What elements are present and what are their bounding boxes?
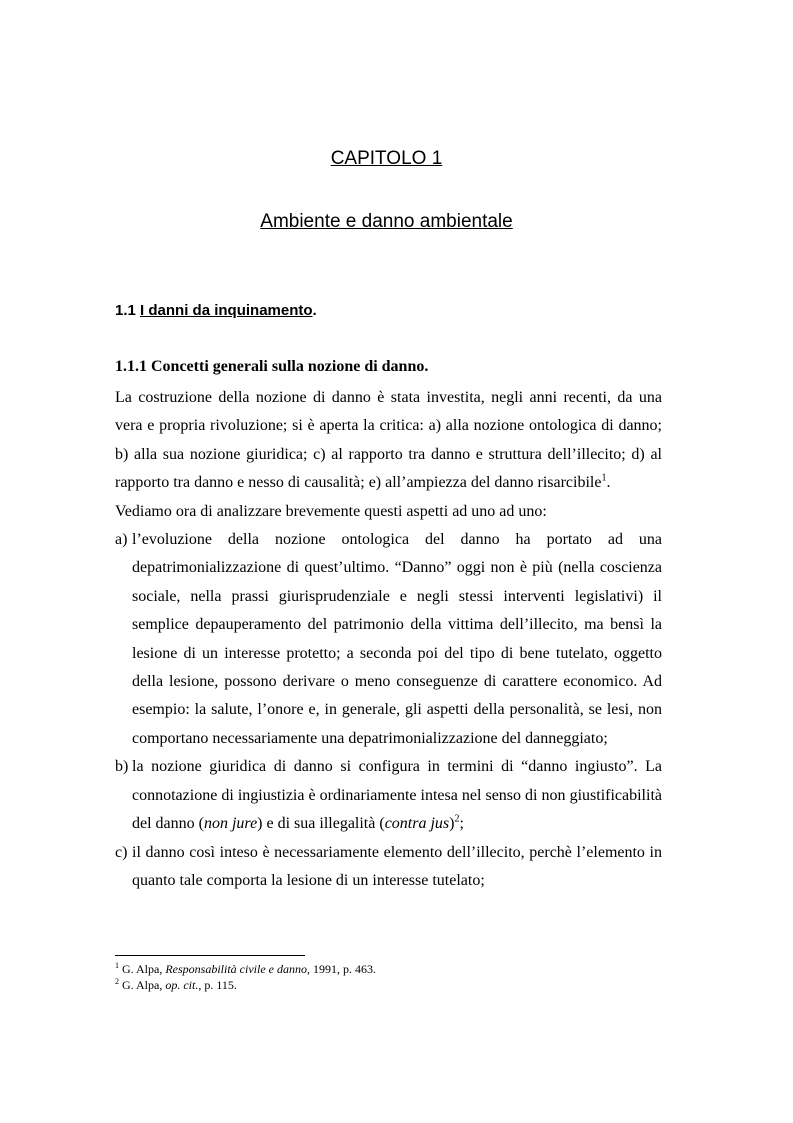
body-text xyxy=(115,384,662,895)
paragraph-intro xyxy=(115,384,662,498)
list-text-b-emphasis1: non jure xyxy=(203,815,258,833)
list-label-a: a) xyxy=(115,531,128,549)
footnote-2-title: op. cit. xyxy=(165,978,199,992)
list-item-a xyxy=(115,526,662,753)
list-label-c: c) xyxy=(115,843,128,861)
list-text-b-emphasis2: contra jus xyxy=(384,815,450,833)
footnote-2-details: , p. 115. xyxy=(198,978,237,992)
footnote-1-title: Responsabilità civile e danno xyxy=(165,962,307,976)
footnote-ref-2: 2 xyxy=(454,813,460,825)
list-text-b-part1: la nozione giuridica di danno si configura in termini di “danno ingiusto”. La connotazione di ingiustizia è ordinariamente intesa nel senso di non giustificabilità del danno ( xyxy=(132,758,662,833)
paragraph-lead: Vediamo ora di analizzare brevemente questi aspetti ad uno ad uno: xyxy=(115,502,547,520)
footnote-1-details: , 1991, p. 463. xyxy=(306,962,376,976)
section-title: I danni da inquinamento xyxy=(140,302,313,319)
footnote-number-2: 2 xyxy=(115,977,119,986)
chapter-label: CAPITOLO 1 xyxy=(330,148,443,169)
chapter-title: Ambiente e danno ambientale xyxy=(260,211,513,232)
section-trail: . xyxy=(312,302,317,319)
section-heading xyxy=(115,302,317,319)
list-text-b-part3: ) xyxy=(449,815,455,833)
footnotes xyxy=(115,961,376,993)
list-text-b-end: ; xyxy=(459,815,464,833)
list-text-b-part2: ) e di sua illegalità ( xyxy=(257,815,385,833)
footnote-1-author: G. Alpa, xyxy=(119,962,166,976)
paragraph-intro-end: . xyxy=(606,474,611,492)
footnote-2 xyxy=(115,977,376,993)
list-item-b xyxy=(115,753,662,838)
section-number: 1.1 xyxy=(115,302,141,319)
footnote-separator xyxy=(115,955,305,956)
list-item-c xyxy=(115,839,662,896)
subsection-heading: 1.1.1 Concetti generali sulla nozione di danno. xyxy=(115,358,429,375)
list-text-c: il danno così inteso è necessariamente elemento dell’illecito, perchè l’elemento in quanto tale comporta la lesione di un interesse tutelato; xyxy=(132,843,662,889)
footnote-2-author: G. Alpa, xyxy=(119,978,166,992)
list-label-b: b) xyxy=(115,758,129,776)
footnote-ref-1: 1 xyxy=(601,472,607,484)
footnote-number-1: 1 xyxy=(115,961,119,970)
paragraph-intro-text: La costruzione della nozione di danno è stata investita, negli anni recenti, da una vera e propria rivoluzione; si è aperta la critica: a) alla nozione ontologica di danno; b) alla sua nozione giuridica; c) al rapporto tra danno e struttura dell’illecito; d) al rapporto tra danno e nesso di causalità; e) all’ampiezza del danno risarcibile xyxy=(115,389,662,492)
footnote-1 xyxy=(115,961,376,977)
list-text-a: l’evoluzione della nozione ontologica del danno ha portato ad una depatrimonializzazione di quest’ultimo. “Danno” oggi non è più (nella coscienza sociale, nella prassi giurisprudenziale e negli stessi interventi legislativi) il semplice depauperamento del patrimonio della vittima dell’illecito, ma bensì la lesione di un interesse protetto; a seconda poi del tipo di bene tutelato, oggetto della lesione, possono derivare o meno conseguenze di carattere economico. Ad esempio: la salute, l’onore e, in generale, gli aspetti della personalità, se lesi, non comportano necessariamente una depatrimonializzazione del danneggiato; xyxy=(132,531,662,747)
list-text-b xyxy=(132,758,662,832)
